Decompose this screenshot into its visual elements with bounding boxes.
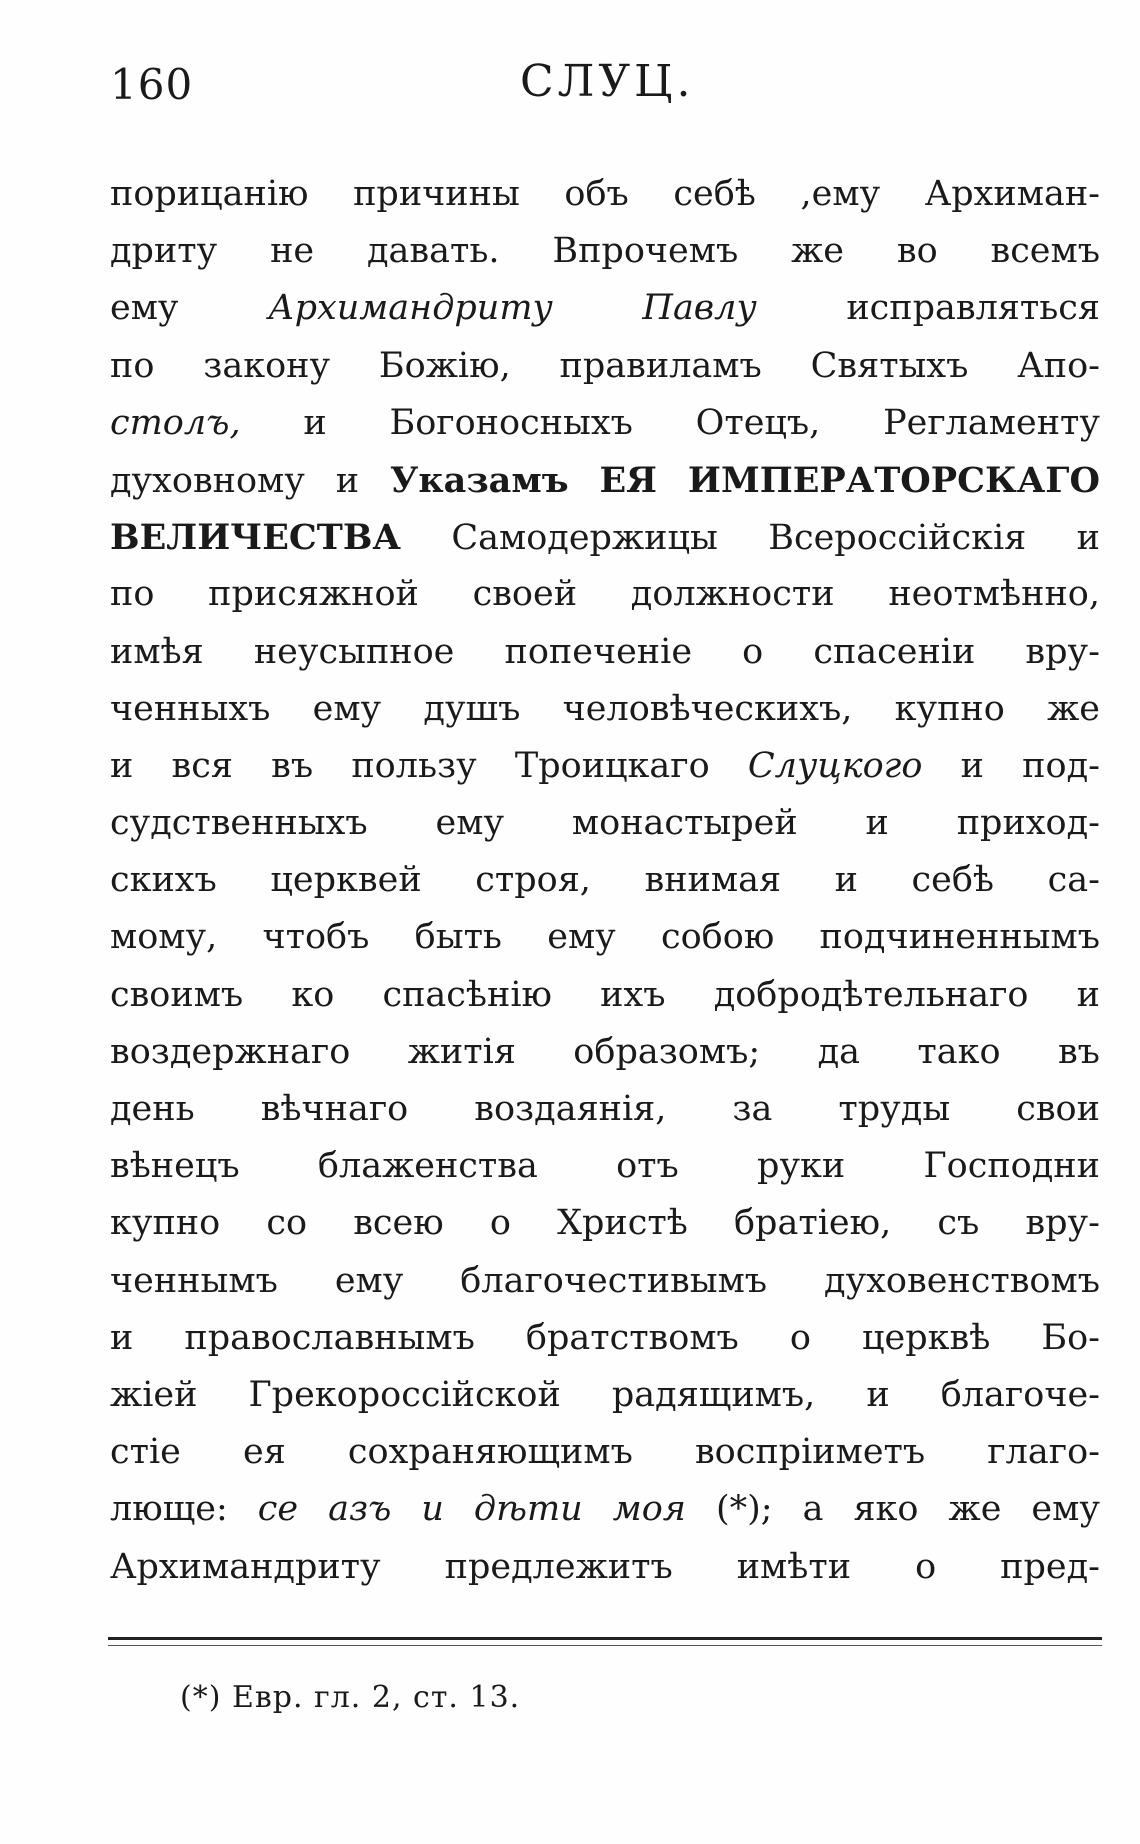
word: ЕЯ: [599, 459, 658, 501]
word: Самодержицы: [451, 518, 718, 559]
word: Бо-: [1041, 1317, 1100, 1358]
word: вѣчнаго: [260, 1089, 409, 1129]
word: Отецъ,: [695, 402, 821, 443]
word: дѣти: [473, 1489, 583, 1530]
body-text: [110, 166, 1100, 1596]
word: спасеніи: [813, 631, 976, 672]
word: себѣ: [911, 860, 995, 901]
word: Впрочемъ: [552, 231, 739, 272]
word: воспріиметъ: [694, 1432, 926, 1473]
word: внимая: [644, 860, 782, 901]
text-line: [110, 1367, 1100, 1424]
word: Архиман-: [924, 174, 1100, 214]
text-line: [110, 509, 1100, 566]
text-line: [110, 338, 1100, 395]
word: же: [948, 1489, 1002, 1530]
word: и: [834, 860, 858, 901]
word: дриту: [110, 231, 218, 272]
word: се: [257, 1489, 299, 1530]
word: собою: [661, 917, 775, 958]
word: братіею,: [733, 1203, 892, 1244]
word: исправляться: [846, 288, 1100, 329]
word: человѣческихъ,: [562, 688, 853, 729]
word: правиламъ: [559, 345, 762, 386]
text-line: [110, 681, 1100, 738]
word: пользу: [351, 745, 477, 786]
word: Всероссійскія: [768, 518, 1027, 559]
word: за: [732, 1089, 773, 1129]
word: имѣти: [736, 1546, 852, 1587]
text-line: [110, 452, 1100, 509]
word: ему: [547, 917, 616, 958]
word: да: [817, 1031, 860, 1072]
word: подчиненнымъ: [819, 917, 1100, 958]
word: неотмѣнно,: [888, 574, 1100, 615]
word: Регламенту: [883, 402, 1100, 443]
word: ВЕЛИЧЕСТВА: [110, 517, 401, 559]
word: во: [896, 231, 938, 272]
word: ему: [312, 688, 382, 729]
word: и: [110, 1317, 134, 1358]
word: въ: [271, 745, 314, 786]
word: Богоносныхъ: [389, 402, 633, 443]
word: Павлу: [642, 288, 757, 329]
word: братствомъ: [525, 1317, 739, 1358]
word: быть: [414, 917, 502, 958]
word: и: [110, 745, 134, 786]
word: неусыпное: [253, 631, 455, 672]
word: объ: [564, 174, 629, 214]
text-line: [110, 738, 1100, 795]
word: люще:: [110, 1489, 228, 1530]
word: ихъ: [600, 974, 666, 1015]
word: судственныхъ: [110, 803, 368, 844]
word: са-: [1047, 860, 1100, 901]
word: скихъ: [110, 860, 217, 901]
word: всемъ: [990, 231, 1100, 272]
word: моя: [612, 1489, 686, 1530]
word: причины: [353, 174, 520, 214]
word: Архимандриту: [268, 288, 553, 329]
word: должности: [630, 574, 835, 615]
word: свои: [1016, 1089, 1100, 1129]
word: купно: [110, 1203, 221, 1244]
text-line: [110, 1081, 1100, 1138]
word: воздаянія,: [474, 1089, 667, 1129]
word: строя,: [475, 860, 591, 901]
word: и: [1076, 974, 1100, 1015]
text-line: [110, 223, 1100, 280]
word: благоче-: [940, 1374, 1100, 1415]
word: вру-: [1025, 631, 1100, 672]
word: вѣнецъ: [110, 1146, 240, 1187]
word: по: [110, 574, 155, 615]
text-line: [110, 1253, 1100, 1310]
word: и: [421, 1489, 444, 1530]
text-line: [110, 566, 1100, 623]
text-line: [110, 395, 1100, 452]
word: закону: [203, 345, 331, 386]
word: духовному: [110, 460, 305, 501]
page-header: [110, 52, 1100, 122]
word: воздержнаго: [110, 1031, 351, 1072]
word: купно: [894, 688, 1005, 729]
word: ко: [291, 974, 335, 1015]
word: и: [866, 1374, 890, 1415]
word: ея: [243, 1432, 286, 1473]
word: житія: [407, 1031, 516, 1072]
word: давать.: [366, 231, 500, 272]
word: и: [960, 745, 984, 786]
word: пред-: [1000, 1546, 1100, 1587]
footnote-rule-thin: [108, 1645, 1102, 1646]
word: церквей: [270, 860, 422, 901]
word: отъ: [616, 1146, 679, 1187]
page-number: 160: [110, 60, 194, 109]
word: ему: [435, 803, 505, 844]
running-head: СЛУЦ.: [520, 56, 695, 107]
word: яко: [853, 1489, 919, 1530]
word: Слуцкого: [747, 745, 923, 786]
word: и: [865, 803, 889, 844]
word: и: [303, 402, 327, 443]
word: ИМПЕРАТОРСКАГО: [687, 459, 1100, 501]
word: и: [1076, 518, 1100, 559]
word: стіе: [110, 1432, 181, 1473]
word: о: [742, 631, 764, 672]
word: ему: [110, 288, 179, 329]
word: ченныхъ: [110, 688, 271, 729]
text-line: [110, 166, 1100, 223]
word: духовенствомъ: [824, 1260, 1100, 1301]
word: своимъ: [110, 974, 244, 1015]
word: труды: [838, 1089, 951, 1129]
word: имѣя: [110, 631, 204, 672]
word: не: [270, 231, 315, 272]
word: по: [110, 345, 155, 386]
word: ,ему: [800, 174, 881, 214]
text-line: [110, 909, 1100, 966]
word: радящимъ,: [611, 1374, 816, 1415]
word: православнымъ: [184, 1317, 475, 1358]
word: своей: [472, 574, 578, 615]
word: мому,: [110, 917, 218, 958]
word: глаго-: [987, 1432, 1100, 1473]
word: же: [791, 231, 845, 272]
word: благочестивымъ: [460, 1260, 768, 1301]
word: чтобъ: [262, 917, 370, 958]
text-line: [110, 1024, 1100, 1081]
text-line: [110, 852, 1100, 909]
word: и: [335, 460, 360, 501]
text-line: [110, 1138, 1100, 1195]
word: руки: [757, 1146, 846, 1187]
text-line: [110, 1195, 1100, 1252]
word: монастырей: [571, 803, 798, 844]
word: Господни: [923, 1146, 1100, 1187]
word: со: [266, 1203, 308, 1244]
word: ему: [1031, 1489, 1100, 1530]
word: (*);: [715, 1489, 773, 1530]
word: а: [802, 1489, 824, 1530]
text-line: [110, 1424, 1100, 1481]
footnote: (*) Евр. гл. 2, ст. 13.: [180, 1680, 521, 1715]
footnote-rule: [108, 1637, 1102, 1640]
word: Апо-: [1017, 345, 1100, 386]
word: вру-: [1025, 1203, 1100, 1244]
word: же: [1047, 688, 1100, 729]
text-line: [110, 624, 1100, 681]
word: ему: [334, 1260, 404, 1301]
word: душъ: [423, 688, 521, 729]
word: ченнымъ: [110, 1260, 278, 1301]
word: Святыхъ: [810, 345, 969, 386]
word: Архимандриту: [110, 1546, 381, 1587]
word: порицанію: [110, 174, 309, 214]
word: попеченіе: [504, 631, 693, 672]
word: Грекороссійской: [248, 1374, 561, 1415]
word: жіей: [110, 1374, 198, 1415]
word: присяжной: [208, 574, 419, 615]
word: спасѣнію: [382, 974, 552, 1015]
word: столъ,: [110, 402, 241, 443]
word: предлежитъ: [444, 1546, 673, 1587]
word: Указамъ: [389, 459, 569, 501]
word: день: [110, 1089, 195, 1129]
word: добродѣтельнаго: [713, 974, 1029, 1015]
word: церквѣ: [862, 1317, 991, 1358]
word: о: [489, 1203, 511, 1244]
word: о: [915, 1546, 937, 1587]
word: под-: [1022, 745, 1100, 786]
word: блаженства: [317, 1146, 538, 1187]
word: приход-: [956, 803, 1100, 844]
word: образомъ;: [573, 1031, 761, 1072]
text-line: [110, 280, 1100, 337]
word: азъ: [328, 1489, 392, 1530]
text-line: [110, 967, 1100, 1024]
word: съ: [937, 1203, 980, 1244]
word: всею: [353, 1203, 444, 1244]
word: сохраняющимъ: [347, 1432, 633, 1473]
text-line: [110, 1481, 1100, 1538]
word: о: [789, 1317, 811, 1358]
word: Троицкаго: [514, 745, 710, 786]
word: Христѣ: [557, 1203, 688, 1244]
word: вся: [171, 745, 233, 786]
text-line: [110, 1539, 1100, 1596]
word: въ: [1057, 1031, 1100, 1072]
word: себѣ: [673, 174, 756, 214]
text-line: [110, 795, 1100, 852]
text-line: [110, 1310, 1100, 1367]
word: тако: [917, 1031, 1001, 1072]
word: Божію,: [378, 345, 511, 386]
